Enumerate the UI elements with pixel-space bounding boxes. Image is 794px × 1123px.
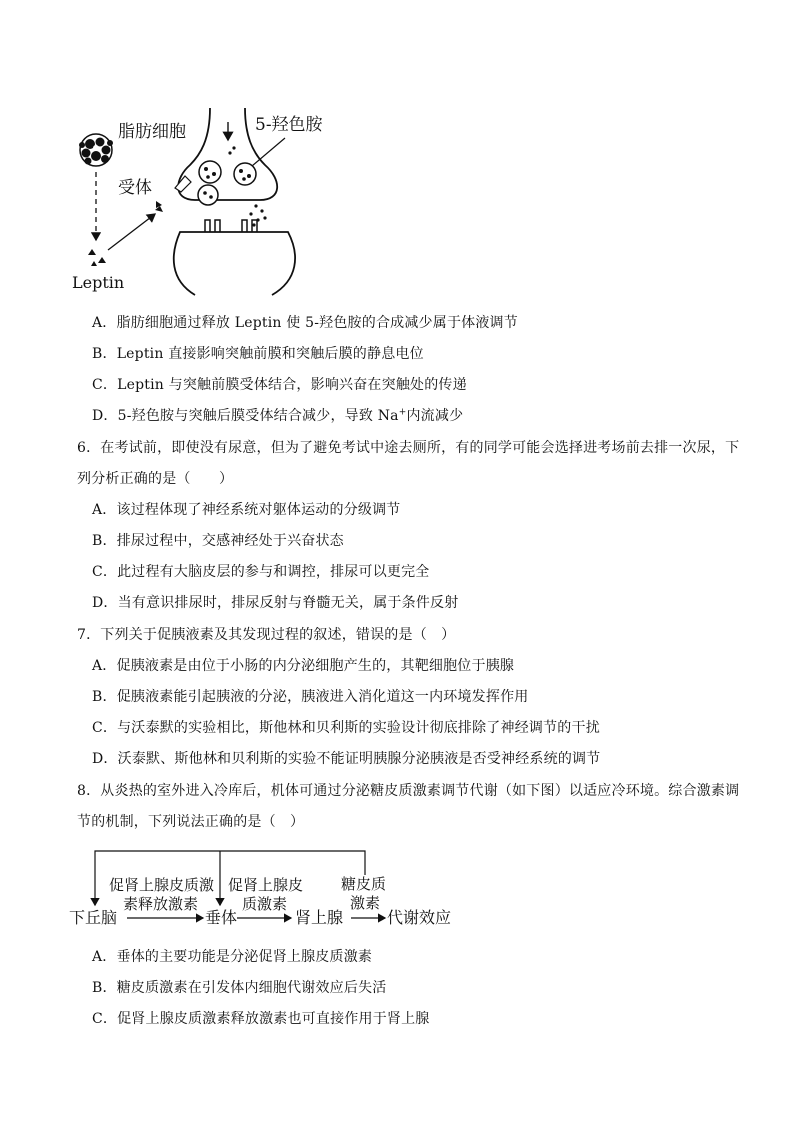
q5-option-c[interactable]: C．Leptin 与突触前膜受体结合，影响兴奋在突触处的传递 xyxy=(92,377,467,393)
synapse-figure xyxy=(60,100,360,300)
q7-option-d[interactable]: D．沃泰默、斯他林和贝利斯的实验不能证明胰腺分泌胰液是否受神经系统的调节 xyxy=(92,751,601,767)
adipocyte-label: 脂肪细胞 xyxy=(118,122,186,142)
acth-label-line1: 促肾上腺皮 xyxy=(228,876,304,894)
vesicles xyxy=(198,161,256,205)
q5-option-d-text: D．5-羟色胺与突触后膜受体结合减少，导致 Na xyxy=(92,408,399,424)
q6-stem-line1: 6．在考试前，即使没有尿意，但为了避免考试中途去厕所，有的同学可能会选择进考场前去排一次尿，下 xyxy=(77,440,740,456)
q8-option-c[interactable]: C．促肾上腺皮质激素释放激素也可直接作用于肾上腺 xyxy=(92,1011,430,1027)
pituitary-label: 垂体 xyxy=(205,908,238,927)
crh-label-line1: 促肾上腺皮质激 xyxy=(109,876,215,894)
q8-stem-line2: 节的机制，下列说法正确的是（ ） xyxy=(77,814,305,830)
crh-label-line2: 素释放激素 xyxy=(123,895,199,913)
q6-stem-line2: 列分析正确的是（ ） xyxy=(77,471,234,487)
q8-option-b[interactable]: B．糖皮质激素在引发体内细胞代谢效应后失活 xyxy=(92,980,387,996)
hormone-axis-diagram xyxy=(65,845,465,935)
acth-label-line2: 质激素 xyxy=(242,895,288,913)
leptin-label: Leptin xyxy=(72,273,125,292)
glucocorticoid-label-line1: 糖皮质 xyxy=(341,875,387,893)
q6-option-d[interactable]: D．当有意识排尿时，排尿反射与脊髓无关，属于条件反射 xyxy=(92,595,459,611)
postsynaptic-membrane xyxy=(174,232,295,295)
q5-option-d-tail: 内流减少 xyxy=(406,408,464,424)
q7-option-a[interactable]: A．促胰液素是由位于小肠的内分泌细胞产生的，其靶细胞位于胰腺 xyxy=(92,658,515,674)
q5-option-b[interactable]: B．Leptin 直接影响突触前膜和突触后膜的静息电位 xyxy=(92,346,424,362)
q7-option-c[interactable]: C．与沃泰默的实验相比，斯他林和贝利斯的实验设计彻底排除了神经调节的干扰 xyxy=(92,720,600,736)
q6-option-b[interactable]: B．排尿过程中，交感神经处于兴奋状态 xyxy=(92,533,344,549)
serotonin-label: 5-羟色胺 xyxy=(255,115,323,135)
q5-option-d[interactable] xyxy=(92,407,463,425)
receptor-label: 受体 xyxy=(118,178,152,198)
adipocyte-cluster-icon xyxy=(79,134,113,166)
sodium-charge: + xyxy=(398,407,407,418)
postsynaptic-receptors xyxy=(205,220,257,232)
q7-stem: 7．下列关于促胰液素及其发现过程的叙述，错误的是（ ） xyxy=(77,627,456,643)
hypothalamus-label: 下丘脑 xyxy=(69,908,118,927)
metabolic-effect-label: 代谢效应 xyxy=(387,908,452,927)
glucocorticoid-label-line2: 激素 xyxy=(350,894,381,912)
q5-option-a[interactable]: A．脂肪细胞通过释放 Leptin 使 5-羟色胺的合成减少属于体液调节 xyxy=(92,315,518,331)
q8-option-a[interactable]: A．垂体的主要功能是分泌促肾上腺皮质激素 xyxy=(92,949,373,965)
leptin-particles xyxy=(88,249,106,266)
adrenal-label: 肾上腺 xyxy=(295,908,344,927)
q6-option-a[interactable]: A．该过程体现了神经系统对躯体运动的分级调节 xyxy=(92,502,401,518)
q6-option-c[interactable]: C．此过程有大脑皮层的参与和调控，排尿可以更完全 xyxy=(92,564,430,580)
q7-option-b[interactable]: B．促胰液素能引起胰液的分泌，胰液进入消化道这一内环境发挥作用 xyxy=(92,689,529,705)
q8-stem-line1: 8．从炎热的室外进入冷库后，机体可通过分泌糖皮质激素调节代谢（如下图）以适应冷环境。综合激素调 xyxy=(77,783,740,799)
